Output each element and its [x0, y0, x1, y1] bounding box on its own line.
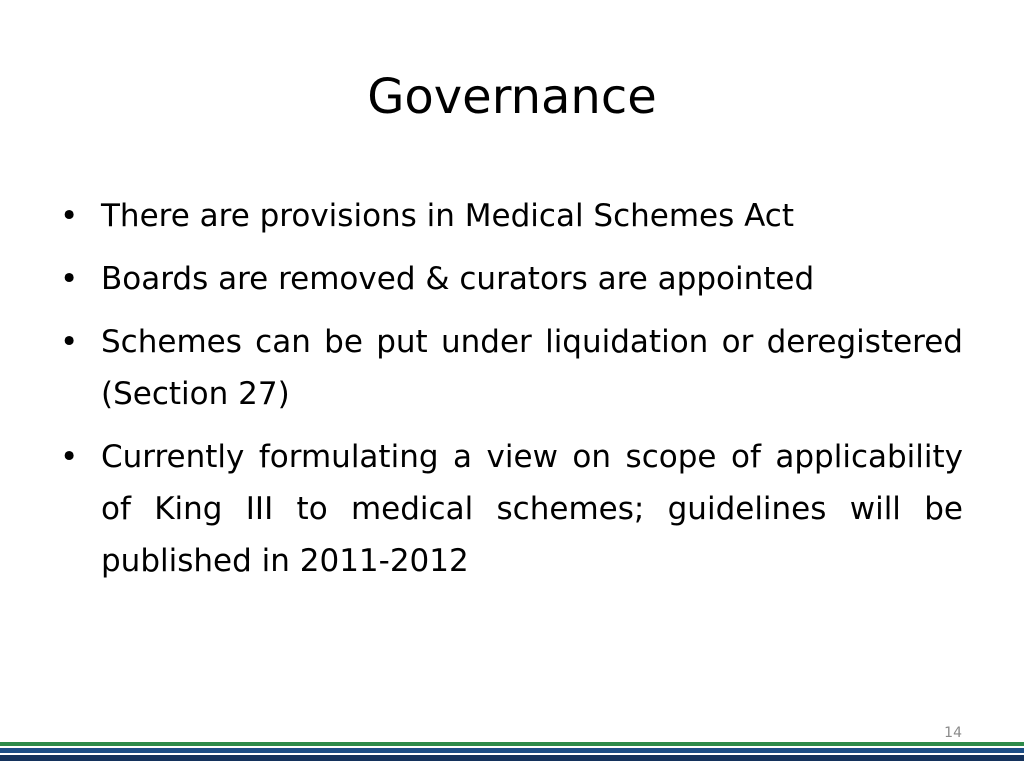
bullet-text: Currently formulating a view on scope of applicability of King III to medical schemes; guidelines will be published in 2011-2012 — [101, 439, 963, 579]
bullet-marker: • — [60, 439, 79, 475]
page-number: 14 — [944, 725, 962, 741]
bullet-marker: • — [60, 324, 79, 360]
bullet-text: Schemes can be put under liquidation or deregistered (Section 27) — [101, 324, 963, 412]
bullet-marker: • — [60, 261, 79, 297]
bullet-text: Boards are removed & curators are appointed — [101, 261, 815, 297]
bullet-item — [60, 190, 963, 242]
footer-decoration — [0, 742, 1024, 768]
bullet-item — [60, 431, 963, 587]
bullet-item — [60, 253, 963, 305]
bullet-item — [60, 316, 963, 420]
footer-bottom-margin — [0, 761, 1024, 768]
bullet-list — [60, 190, 963, 598]
bullet-marker: • — [60, 198, 79, 234]
slide-title: Governance — [367, 69, 657, 125]
bullet-text: There are provisions in Medical Schemes Act — [101, 198, 794, 234]
